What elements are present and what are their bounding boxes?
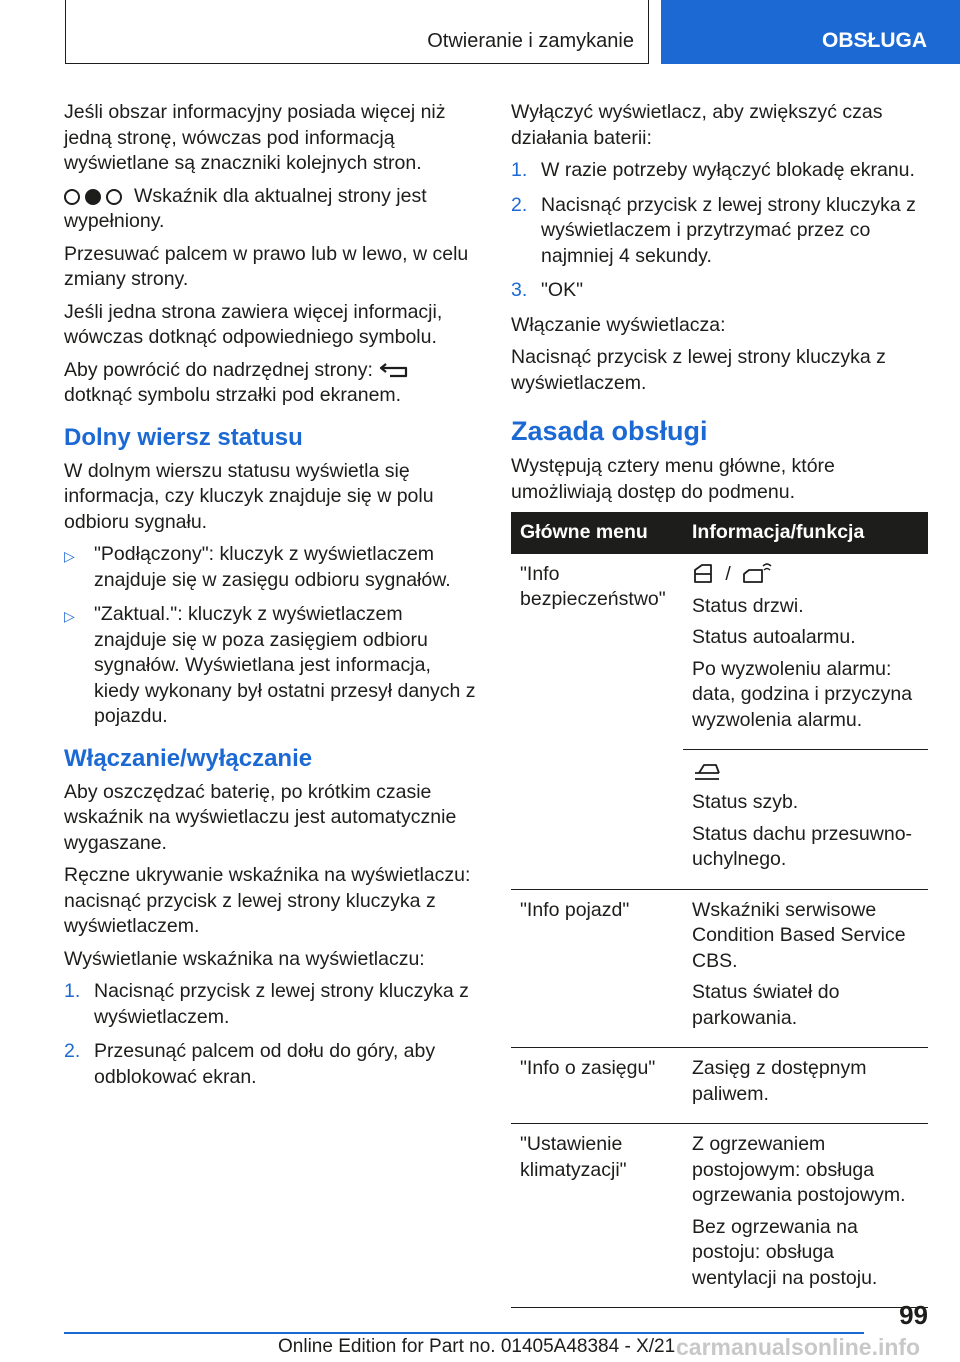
paragraph: Jeśli jedna strona zawiera więcej informacji, wówczas dotknąć odpowiedniego symbolu. bbox=[64, 300, 443, 348]
list-marker-triangle-icon: ▷ bbox=[64, 548, 75, 564]
paragraph: Występują cztery menu główne, które umożliwiają dostęp do podmenu. bbox=[511, 455, 835, 503]
section-heading: Włączanie/wyłączanie bbox=[64, 744, 313, 772]
step-item: 1. Nacisnąć przycisk z lewej strony kluczyka z wyświetlaczem. bbox=[64, 979, 479, 1030]
step-item: 2. Nacisnąć przycisk z lewej strony kluczyka z wyświetlaczem i przytrzymać przez co najmniej 4 sekundy. bbox=[511, 193, 931, 270]
footer-watermark: carmanualsonline.info bbox=[676, 1334, 921, 1360]
table-cell: / Status drzwi. Status autoalarmu. Po wyzwoleniu alarmu: data, godzina i przyczyna wyzwolenia alarmu. bbox=[683, 554, 928, 750]
paragraph: Przesuwać palcem w prawo lub w lewo, w celu zmiany strony. bbox=[64, 242, 469, 290]
car-window-icon bbox=[692, 759, 722, 783]
paragraph: Włączanie wyświetlacza: bbox=[511, 313, 726, 336]
page-number: 99 bbox=[899, 1300, 928, 1330]
paragraph: Wyłączyć wyświetlacz, aby zwiększyć czas działania baterii: bbox=[511, 101, 883, 149]
step-item: 2. Przesunąć palcem od dołu do góry, aby odblokować ekran. bbox=[64, 1039, 479, 1090]
table-row bbox=[511, 1124, 928, 1308]
step-number: 2. bbox=[64, 1040, 81, 1062]
paragraph: Jeśli obszar informacyjny posiada więcej niż jedną stronę, wówczas pod informacją wyświetlane są znaczniki kolejnych stron. bbox=[64, 101, 446, 174]
table-cell: "Ustawienie klimatyzacji" bbox=[511, 1124, 683, 1308]
back-arrow-icon bbox=[378, 360, 418, 380]
list-item: ▷ "Zaktual.": kluczyk z wyświetlaczem znajduje się w poza zasięgiem odbioru sygnałów. Wyświetlana jest informacja, kiedy wykonany był ostatni przesył danych z pojazdu. bbox=[64, 602, 479, 730]
header-section-tab bbox=[65, 0, 649, 64]
paragraph: Wyświetlanie wskaźnika na wyświetlaczu: bbox=[64, 947, 425, 970]
section-heading: Dolny wiersz statusu bbox=[64, 423, 303, 451]
step-item: 1. W razie potrzeby wyłączyć blokadę ekranu. bbox=[511, 158, 931, 184]
table-cell: Zasięg z dostępnym paliwem. bbox=[683, 1048, 928, 1124]
paragraph: W dolnym wierszu statusu wyświetla się informacja, czy kluczyk znajduje się w polu odbioru sygnału. bbox=[64, 459, 434, 533]
table-row bbox=[511, 1048, 928, 1124]
car-door-icon bbox=[692, 562, 714, 586]
table-header-cell: Główne menu bbox=[511, 512, 683, 554]
step-number: 1. bbox=[64, 980, 81, 1002]
right-column bbox=[511, 100, 931, 1308]
header-chapter-title: OBSŁUGA bbox=[822, 29, 927, 52]
table-cell: "Info o zasięgu" bbox=[511, 1048, 683, 1124]
section-heading: Zasada obsługi bbox=[511, 416, 708, 446]
table-header-row bbox=[511, 512, 928, 554]
car-alarm-icon bbox=[742, 562, 772, 586]
table-cell: "Info pojazd" bbox=[511, 889, 683, 1048]
step-item: 3. "OK" bbox=[511, 278, 931, 304]
paragraph: Nacisnąć przycisk z lewej strony kluczyka z wyświetlaczem. bbox=[511, 346, 886, 394]
menu-table bbox=[511, 512, 928, 1308]
left-column bbox=[64, 100, 479, 1099]
list-item: ▷ "Podłączony": kluczyk z wyświetlaczem znajduje się w zasięgu odbioru sygnałów. bbox=[64, 542, 479, 593]
table-cell: "Info bezpieczeństwo" bbox=[511, 554, 683, 890]
footer-edition: Online Edition for Part no. 01405A48384 - X/21 bbox=[278, 1336, 676, 1357]
page-dots-icon bbox=[64, 189, 122, 205]
header-section-title: Otwieranie i zamykanie bbox=[427, 30, 634, 52]
header-chapter-tab bbox=[661, 0, 960, 64]
table-cell: Status szyb. Status dachu przesuwno-uchylnego. bbox=[683, 750, 928, 890]
table-row bbox=[511, 554, 928, 750]
table-cell: Wskaźniki serwisowe Condition Based Service CBS. Status świateł do parkowania. bbox=[683, 889, 928, 1048]
list-marker-triangle-icon: ▷ bbox=[64, 608, 75, 624]
paragraph: Aby oszczędzać baterię, po krótkim czasie wskaźnik na wyświetlaczu jest automatycznie wygaszane. bbox=[64, 780, 457, 854]
table-row bbox=[511, 889, 928, 1048]
step-number: 2. bbox=[511, 193, 528, 216]
paragraph: Aby powrócić do nadrzędnej strony: dotknąć symbolu strzałki pod ekranem. bbox=[64, 358, 479, 409]
table-cell: Z ogrzewaniem postojowym: obsługa ogrzewania postojowym. Bez ogrzewania na postoju: obsługa wentylacji na postoju. bbox=[683, 1124, 928, 1308]
paragraph: Ręczne ukrywanie wskaźnika na wyświetlaczu: nacisnąć przycisk z lewej strony kluczyka z wyświetlaczem. bbox=[64, 864, 471, 937]
table-header-cell: Informacja/funkcja bbox=[683, 512, 928, 554]
step-number: 3. bbox=[511, 279, 528, 301]
step-number: 1. bbox=[511, 159, 528, 181]
paragraph: Wskaźnik dla aktualnej strony jest wypełniony. bbox=[64, 184, 427, 232]
